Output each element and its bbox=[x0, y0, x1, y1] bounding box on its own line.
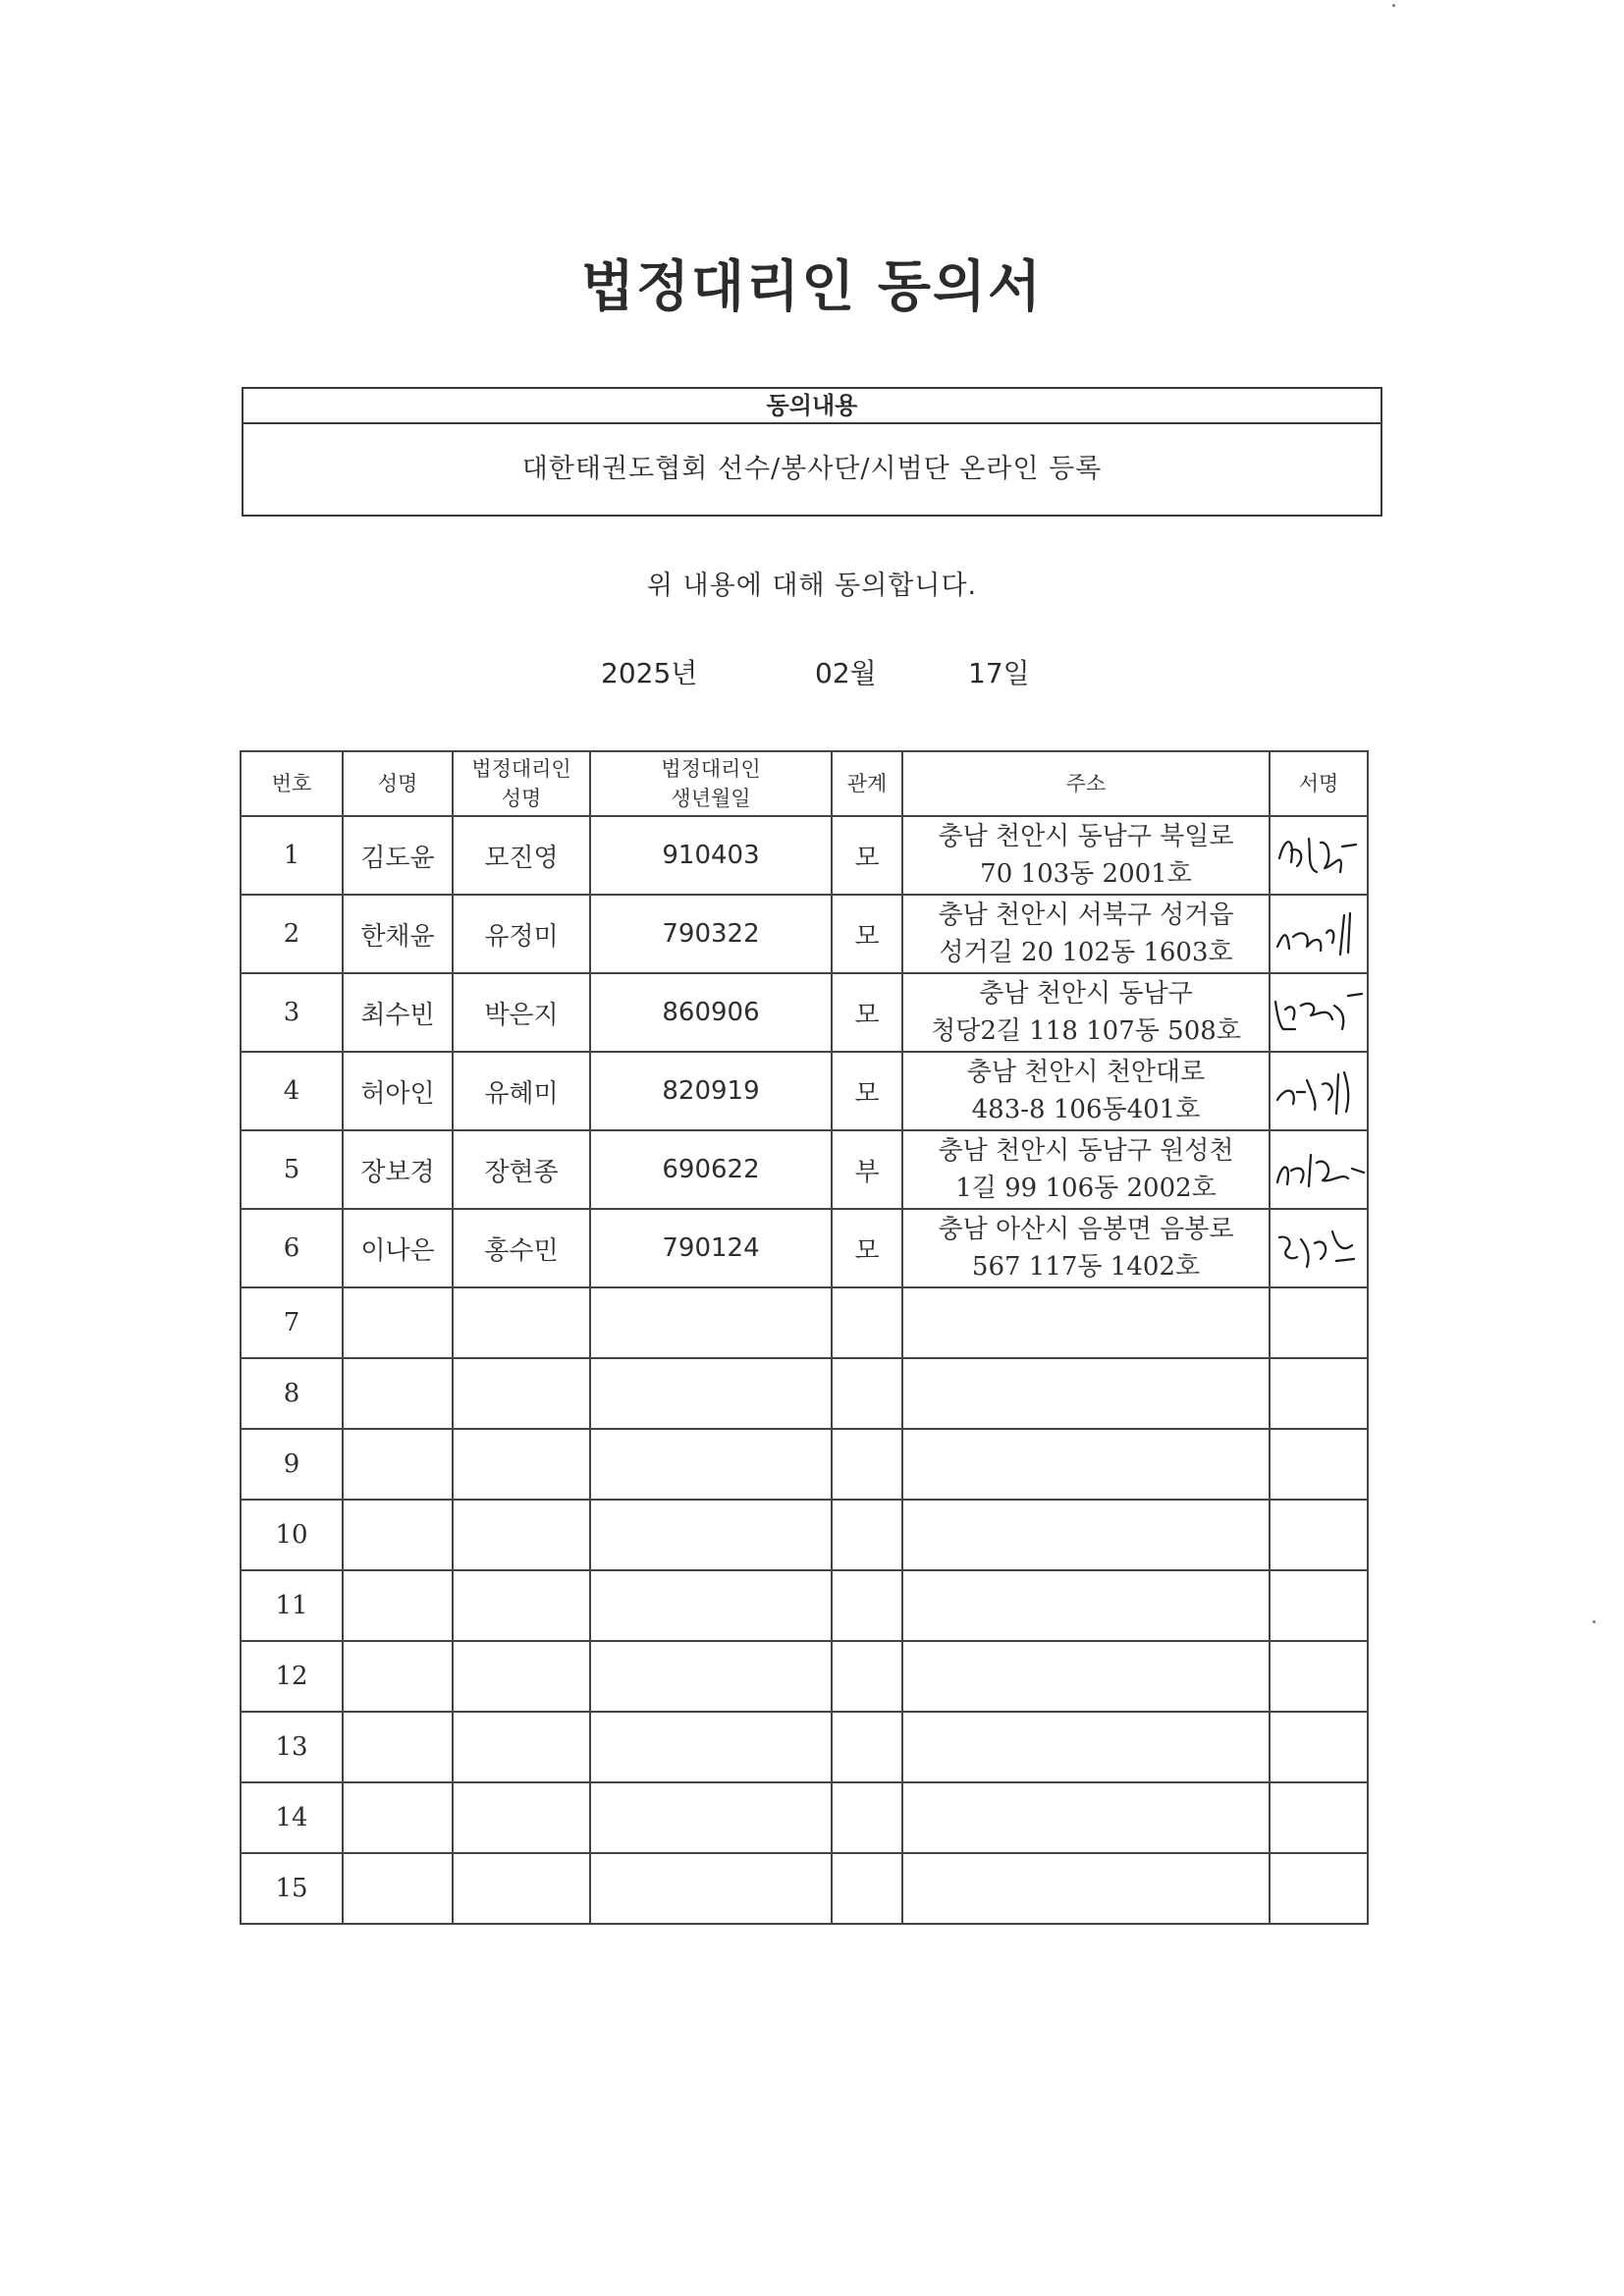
row-guardian-birthdate bbox=[590, 1570, 832, 1641]
row-name bbox=[343, 1853, 453, 1924]
address-line: 충남 천안시 동남구 원성천 bbox=[938, 1136, 1234, 1166]
row-guardian-name bbox=[453, 1358, 590, 1429]
row-guardian-birthdate bbox=[590, 1500, 832, 1570]
row-guardian-name bbox=[453, 1570, 590, 1641]
handwritten-signature bbox=[1272, 986, 1366, 1039]
row-guardian-name bbox=[453, 1712, 590, 1782]
row-guardian-name: 모진영 bbox=[453, 816, 590, 895]
row-number: 9 bbox=[241, 1429, 343, 1500]
row-signature bbox=[1270, 1570, 1368, 1641]
row-address bbox=[902, 895, 1270, 973]
row-guardian-name: 홍수민 bbox=[453, 1209, 590, 1287]
row-signature bbox=[1270, 1500, 1368, 1570]
consent-box-header: 동의내용 bbox=[244, 389, 1380, 424]
row-relation: 모 bbox=[832, 1209, 902, 1287]
handwritten-signature bbox=[1272, 1143, 1366, 1196]
row-guardian-name bbox=[453, 1429, 590, 1500]
row-relation: 모 bbox=[832, 1052, 902, 1130]
row-address bbox=[902, 1782, 1270, 1853]
row-guardian-name bbox=[453, 1641, 590, 1712]
header-guardian-name: 법정대리인 성명 bbox=[453, 751, 590, 816]
handwritten-signature bbox=[1272, 829, 1366, 882]
row-number: 7 bbox=[241, 1287, 343, 1358]
header-signature: 서명 bbox=[1270, 751, 1368, 816]
row-number: 14 bbox=[241, 1782, 343, 1853]
row-number: 13 bbox=[241, 1712, 343, 1782]
row-address bbox=[902, 1853, 1270, 1924]
row-name: 김도윤 bbox=[343, 816, 453, 895]
row-guardian-birthdate bbox=[590, 1853, 832, 1924]
row-guardian-birthdate: 690622 bbox=[590, 1130, 832, 1209]
date-month: 02월 bbox=[815, 657, 877, 689]
row-relation: 모 bbox=[832, 816, 902, 895]
row-address bbox=[902, 816, 1270, 895]
address-line: 충남 천안시 서북구 성거읍 bbox=[938, 901, 1234, 930]
row-address bbox=[902, 1429, 1270, 1500]
table-row bbox=[241, 1052, 1368, 1130]
row-address bbox=[902, 1130, 1270, 1209]
row-signature bbox=[1270, 1052, 1368, 1130]
row-number: 3 bbox=[241, 973, 343, 1052]
table-row bbox=[241, 1209, 1368, 1287]
consent-box-content: 대한태권도협회 선수/봉사단/시범단 온라인 등록 bbox=[521, 454, 1103, 484]
row-signature bbox=[1270, 1712, 1368, 1782]
row-number: 10 bbox=[241, 1500, 343, 1570]
row-number: 6 bbox=[241, 1209, 343, 1287]
row-name: 장보경 bbox=[343, 1130, 453, 1209]
row-address bbox=[902, 1358, 1270, 1429]
table-row bbox=[241, 1712, 1368, 1782]
row-relation: 부 bbox=[832, 1130, 902, 1209]
row-signature bbox=[1270, 1641, 1368, 1712]
address-line: 567 117동 1402호 bbox=[971, 1252, 1201, 1282]
row-relation bbox=[832, 1287, 902, 1358]
row-guardian-birthdate: 910403 bbox=[590, 816, 832, 895]
row-signature bbox=[1270, 1853, 1368, 1924]
row-name: 이나은 bbox=[343, 1209, 453, 1287]
table-row bbox=[241, 1570, 1368, 1641]
row-number: 4 bbox=[241, 1052, 343, 1130]
row-guardian-name: 유정미 bbox=[453, 895, 590, 973]
table-row bbox=[241, 1782, 1368, 1853]
row-name bbox=[343, 1641, 453, 1712]
row-signature bbox=[1270, 1358, 1368, 1429]
row-name bbox=[343, 1358, 453, 1429]
row-guardian-birthdate bbox=[590, 1287, 832, 1358]
row-relation bbox=[832, 1641, 902, 1712]
row-number: 12 bbox=[241, 1641, 343, 1712]
row-number: 2 bbox=[241, 895, 343, 973]
row-relation: 모 bbox=[832, 895, 902, 973]
row-relation bbox=[832, 1358, 902, 1429]
handwritten-signature bbox=[1272, 1222, 1366, 1275]
row-signature bbox=[1270, 1782, 1368, 1853]
scan-speck bbox=[1392, 4, 1395, 7]
address-line: 충남 천안시 동남구 bbox=[979, 979, 1193, 1009]
handwritten-signature bbox=[1272, 907, 1366, 960]
row-name bbox=[343, 1429, 453, 1500]
row-name bbox=[343, 1712, 453, 1782]
scan-speck bbox=[1593, 1620, 1596, 1623]
row-number: 15 bbox=[241, 1853, 343, 1924]
row-guardian-birthdate: 790124 bbox=[590, 1209, 832, 1287]
header-guardian-birthdate: 법정대리인 생년월일 bbox=[590, 751, 832, 816]
row-guardian-birthdate bbox=[590, 1429, 832, 1500]
row-name bbox=[343, 1782, 453, 1853]
table-row bbox=[241, 816, 1368, 895]
row-address bbox=[902, 1641, 1270, 1712]
row-guardian-birthdate bbox=[590, 1712, 832, 1782]
row-number: 1 bbox=[241, 816, 343, 895]
row-guardian-name bbox=[453, 1853, 590, 1924]
row-relation: 모 bbox=[832, 973, 902, 1052]
row-name bbox=[343, 1500, 453, 1570]
guardian-consent-table bbox=[240, 750, 1369, 1925]
address-line: 충남 천안시 동남구 북일로 bbox=[938, 822, 1234, 851]
row-address bbox=[902, 1052, 1270, 1130]
address-line: 충남 아산시 음봉면 음봉로 bbox=[938, 1215, 1234, 1244]
row-guardian-name bbox=[453, 1782, 590, 1853]
row-relation bbox=[832, 1712, 902, 1782]
row-guardian-name: 박은지 bbox=[453, 973, 590, 1052]
table-row bbox=[241, 1429, 1368, 1500]
table-row bbox=[241, 895, 1368, 973]
address-line: 483-8 106동401호 bbox=[971, 1095, 1201, 1124]
row-signature bbox=[1270, 973, 1368, 1052]
row-address bbox=[902, 1500, 1270, 1570]
row-signature bbox=[1270, 895, 1368, 973]
row-guardian-birthdate: 790322 bbox=[590, 895, 832, 973]
table-row bbox=[241, 1641, 1368, 1712]
row-address bbox=[902, 973, 1270, 1052]
row-signature bbox=[1270, 1209, 1368, 1287]
row-address bbox=[902, 1287, 1270, 1358]
row-number: 8 bbox=[241, 1358, 343, 1429]
handwritten-signature bbox=[1272, 1065, 1366, 1118]
header-name: 성명 bbox=[343, 751, 453, 816]
header-number: 번호 bbox=[241, 751, 343, 816]
row-address bbox=[902, 1570, 1270, 1641]
row-guardian-name: 유혜미 bbox=[453, 1052, 590, 1130]
table-row bbox=[241, 1500, 1368, 1570]
row-guardian-birthdate bbox=[590, 1641, 832, 1712]
row-signature bbox=[1270, 1429, 1368, 1500]
header-address: 주소 bbox=[902, 751, 1270, 816]
row-signature bbox=[1270, 816, 1368, 895]
table-row bbox=[241, 1358, 1368, 1429]
row-name: 허아인 bbox=[343, 1052, 453, 1130]
table-row bbox=[241, 1130, 1368, 1209]
row-name: 한채윤 bbox=[343, 895, 453, 973]
row-guardian-birthdate bbox=[590, 1782, 832, 1853]
address-line: 1길 99 106동 2002호 bbox=[955, 1174, 1217, 1203]
row-guardian-name: 장현종 bbox=[453, 1130, 590, 1209]
row-relation bbox=[832, 1429, 902, 1500]
row-guardian-name bbox=[453, 1500, 590, 1570]
table-row bbox=[241, 1287, 1368, 1358]
consent-box bbox=[242, 387, 1382, 517]
row-name: 최수빈 bbox=[343, 973, 453, 1052]
date-day: 17일 bbox=[968, 657, 1030, 689]
row-address bbox=[902, 1712, 1270, 1782]
table-row bbox=[241, 973, 1368, 1052]
row-relation bbox=[832, 1853, 902, 1924]
row-address bbox=[902, 1209, 1270, 1287]
row-signature bbox=[1270, 1287, 1368, 1358]
row-relation bbox=[832, 1782, 902, 1853]
row-number: 11 bbox=[241, 1570, 343, 1641]
date-year: 2025년 bbox=[601, 657, 698, 689]
address-line: 성거길 20 102동 1603호 bbox=[939, 938, 1233, 967]
address-line: 청당2길 118 107동 508호 bbox=[931, 1016, 1241, 1046]
address-line: 70 103동 2001호 bbox=[980, 859, 1192, 889]
document-title: 법정대리인 동의서 bbox=[580, 255, 1044, 319]
row-guardian-birthdate: 860906 bbox=[590, 973, 832, 1052]
table-header-row bbox=[241, 751, 1368, 816]
row-signature bbox=[1270, 1130, 1368, 1209]
row-guardian-name bbox=[453, 1287, 590, 1358]
address-line: 충남 천안시 천안대로 bbox=[966, 1058, 1206, 1087]
agreement-statement: 위 내용에 대해 동의합니다. bbox=[646, 571, 978, 601]
row-number: 5 bbox=[241, 1130, 343, 1209]
row-relation bbox=[832, 1500, 902, 1570]
row-guardian-birthdate bbox=[590, 1358, 832, 1429]
header-relation: 관계 bbox=[832, 751, 902, 816]
row-relation bbox=[832, 1570, 902, 1641]
row-name bbox=[343, 1570, 453, 1641]
row-guardian-birthdate: 820919 bbox=[590, 1052, 832, 1130]
row-name bbox=[343, 1287, 453, 1358]
table-row bbox=[241, 1853, 1368, 1924]
